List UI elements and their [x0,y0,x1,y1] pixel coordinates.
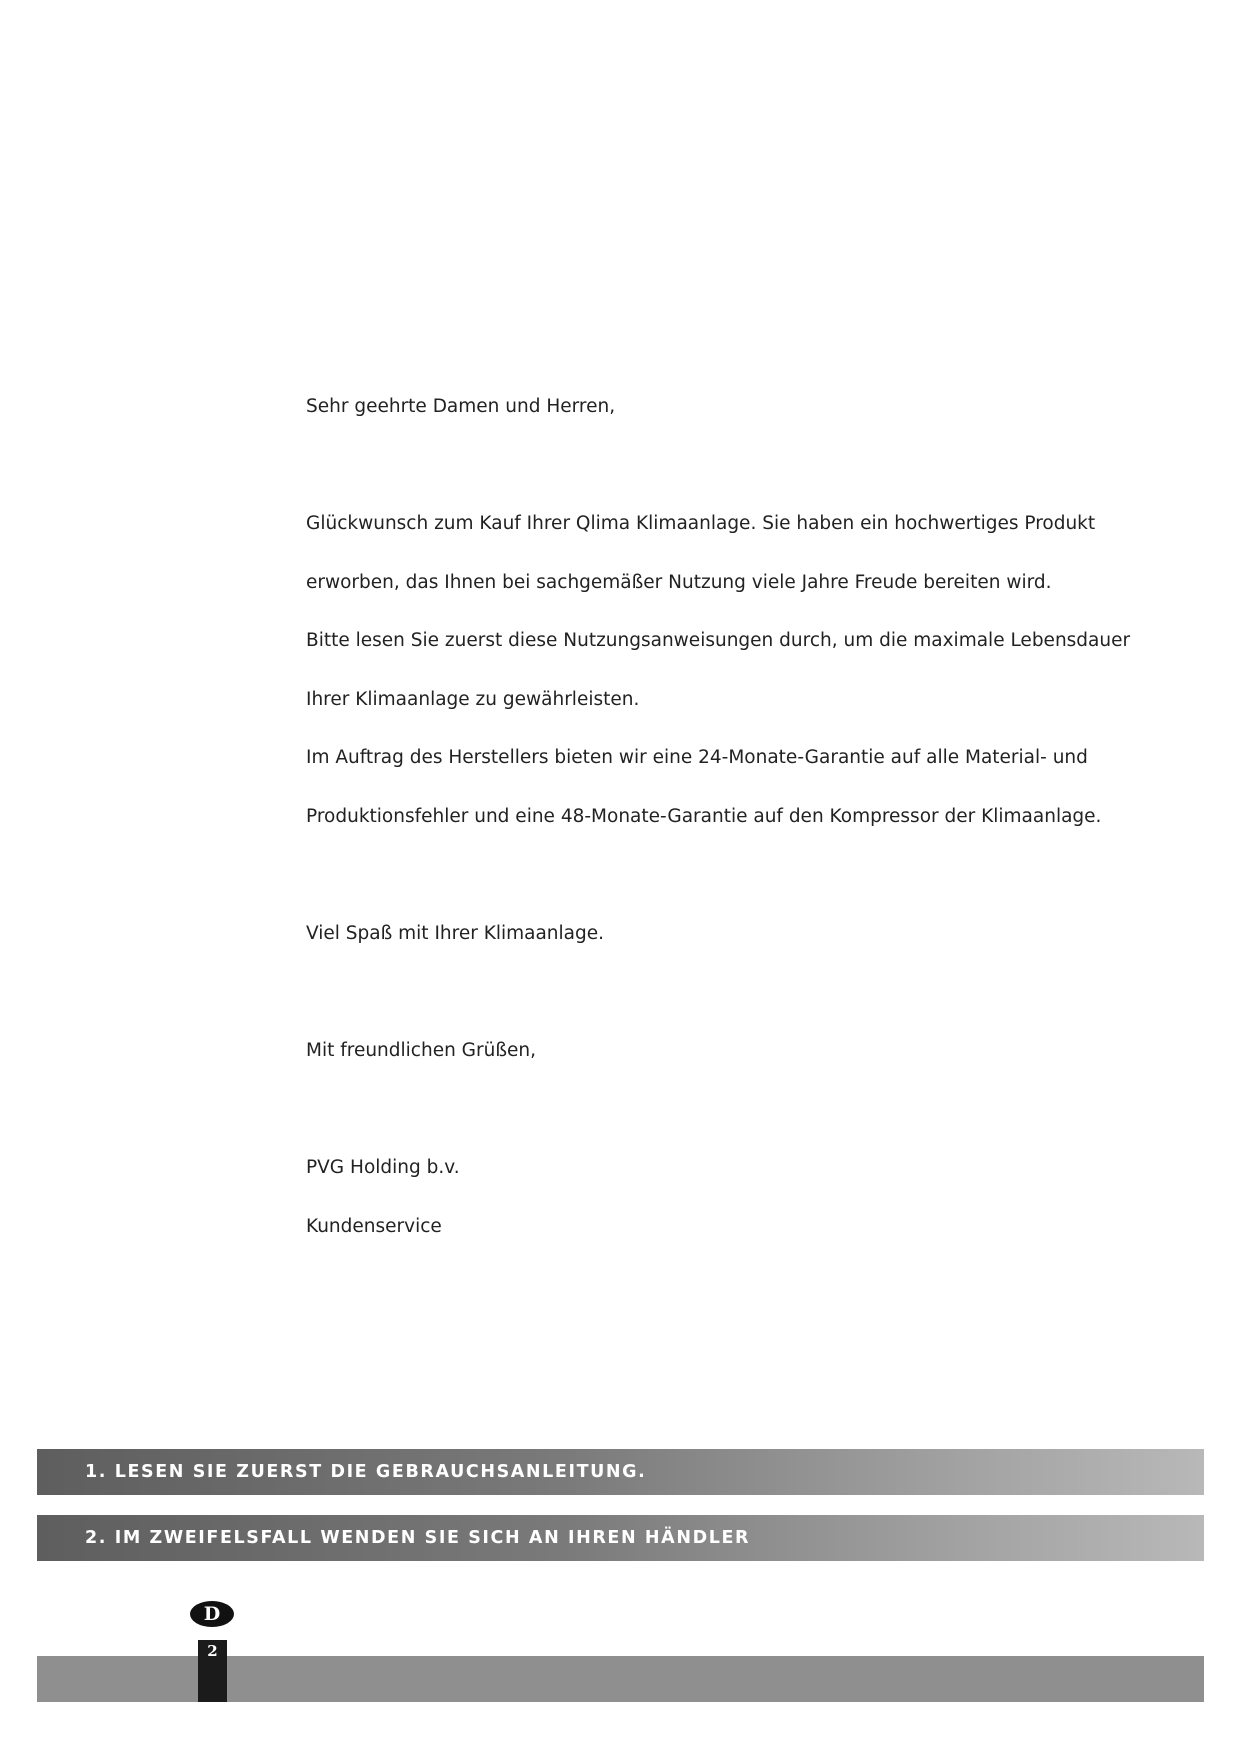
language-badge: D [190,1601,234,1627]
closing-greeting: Mit freundlichen Grüßen, [306,1040,536,1061]
paragraph-line: Bitte lesen Sie zuerst diese Nutzungsanweisungen durch, um die maximale Lebensdauer [306,630,1131,651]
paragraph-line: Produktionsfehler und eine 48-Monate-Garantie auf den Kompressor der Klimaanlage. [306,806,1102,827]
department-name: Kundenservice [306,1216,442,1237]
instruction-banner-1 [37,1449,1204,1495]
page-number: 2 [207,1642,218,1660]
instruction-banner-2 [37,1515,1204,1561]
paragraph-line: Im Auftrag des Herstellers bieten wir eine 24-Monate-Garantie auf alle Material- und [306,747,1088,768]
company-name: PVG Holding b.v. [306,1157,460,1178]
closing-wish: Viel Spaß mit Ihrer Klimaanlage. [306,923,605,944]
page-number-tab [198,1640,227,1702]
salutation: Sehr geehrte Damen und Herren, [306,396,616,417]
paragraph-line: Glückwunsch zum Kauf Ihrer Qlima Klimaanlage. Sie haben ein hochwertiges Produkt [306,513,1096,534]
instruction-banner-1-text: 1. LESEN SIE ZUERST DIE GEBRAUCHSANLEITUNG. [85,1462,647,1482]
paragraph-line: erworben, das Ihnen bei sachgemäßer Nutzung viele Jahre Freude bereiten wird. [306,572,1052,593]
instruction-banner-2-text: 2. IM ZWEIFELSFALL WENDEN SIE SICH AN IHREN HÄNDLER [85,1528,751,1548]
paragraph-line: Ihrer Klimaanlage zu gewährleisten. [306,689,640,710]
